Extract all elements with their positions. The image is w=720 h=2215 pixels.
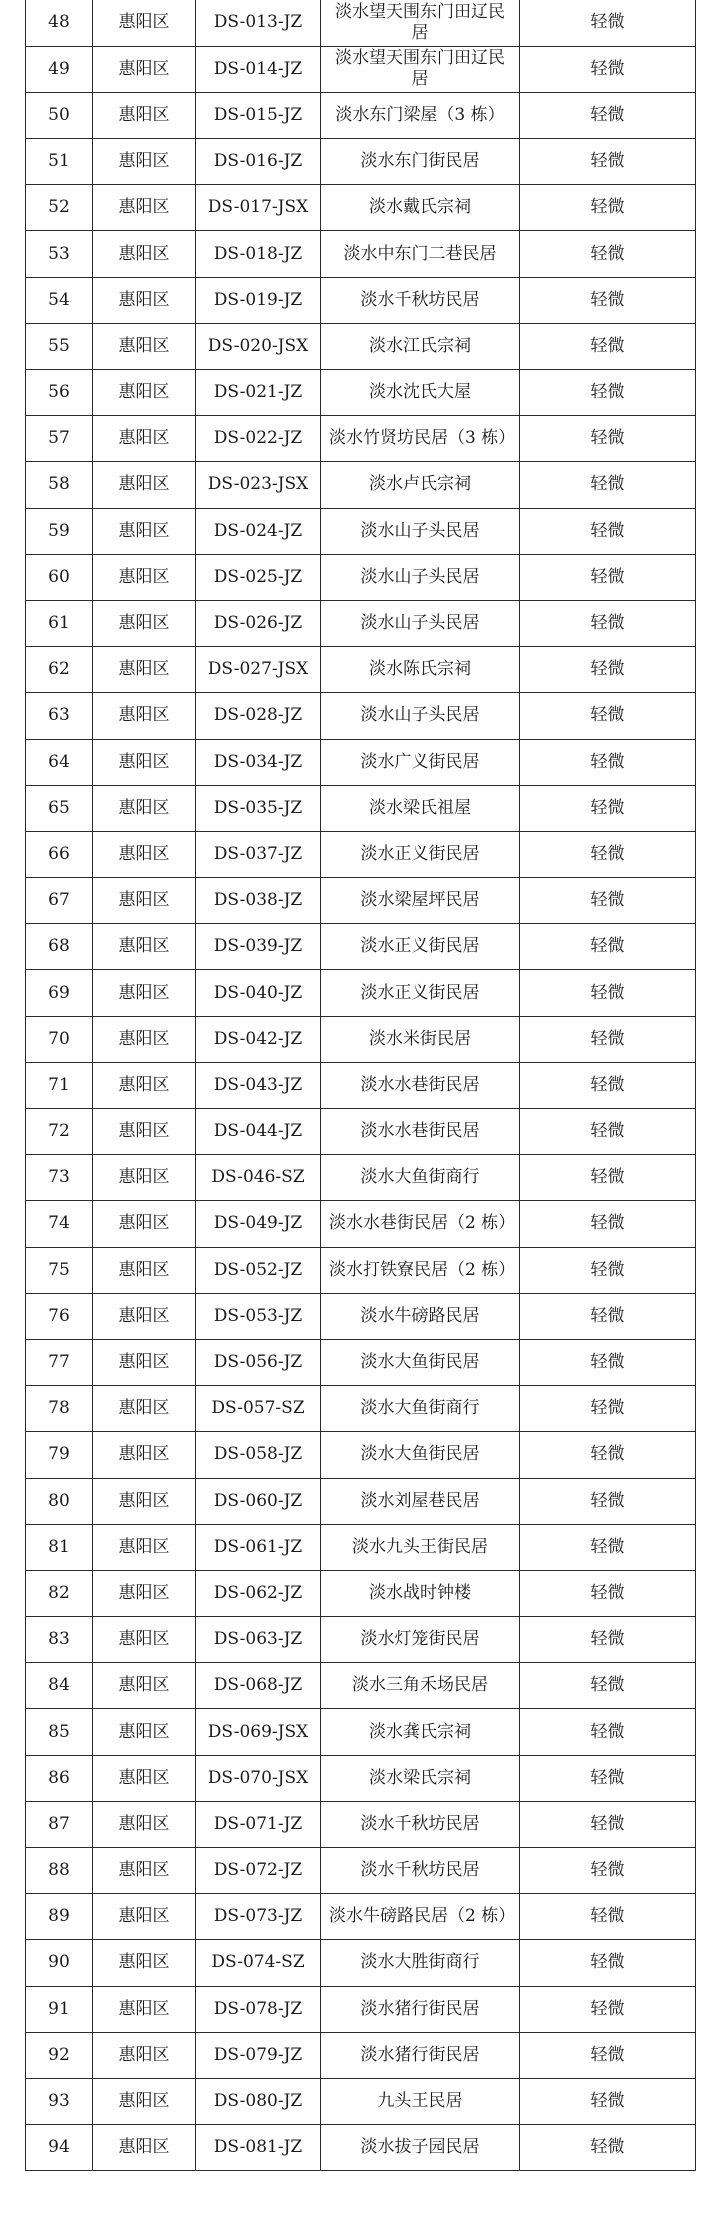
district-cell: 惠阳区: [93, 1894, 196, 1940]
district-cell: 惠阳区: [93, 600, 196, 646]
district-cell: 惠阳区: [93, 1062, 196, 1108]
row-number-cell: 83: [26, 1617, 93, 1663]
table-row: [26, 2078, 696, 2124]
district-cell: 惠阳区: [93, 231, 196, 277]
row-number-cell: 74: [26, 1201, 93, 1247]
code-cell: DS-081-JZ: [196, 2125, 321, 2171]
code-cell: DS-018-JZ: [196, 231, 321, 277]
damage-level-cell: 轻微: [520, 2078, 696, 2124]
row-number-cell: 59: [26, 508, 93, 554]
table-row: [26, 46, 696, 92]
damage-level-cell: 轻微: [520, 2032, 696, 2078]
code-cell: DS-057-SZ: [196, 1386, 321, 1432]
district-cell: 惠阳区: [93, 323, 196, 369]
code-cell: DS-042-JZ: [196, 1016, 321, 1062]
damage-level-cell: 轻微: [520, 370, 696, 416]
row-number-cell: 60: [26, 554, 93, 600]
building-name-cell: 淡水千秋坊民居: [321, 1848, 520, 1894]
code-cell: DS-058-JZ: [196, 1432, 321, 1478]
building-name-cell: 淡水东门街民居: [321, 139, 520, 185]
district-cell: 惠阳区: [93, 1247, 196, 1293]
row-number-cell: 53: [26, 231, 93, 277]
code-cell: DS-022-JZ: [196, 416, 321, 462]
building-name-cell: 淡水广义街民居: [321, 739, 520, 785]
row-number-cell: 61: [26, 600, 93, 646]
table-row: [26, 831, 696, 877]
table-row: [26, 1986, 696, 2032]
damage-level-cell: 轻微: [520, 1247, 696, 1293]
table-row: [26, 1247, 696, 1293]
district-cell: 惠阳区: [93, 185, 196, 231]
row-number-cell: 75: [26, 1247, 93, 1293]
table-row: [26, 739, 696, 785]
row-number-cell: 90: [26, 1940, 93, 1986]
damage-level-cell: 轻微: [520, 1617, 696, 1663]
building-name-cell: 淡水江氏宗祠: [321, 323, 520, 369]
district-cell: 惠阳区: [93, 277, 196, 323]
damage-level-cell: 轻微: [520, 1663, 696, 1709]
code-cell: DS-062-JZ: [196, 1570, 321, 1616]
code-cell: DS-024-JZ: [196, 508, 321, 554]
code-cell: DS-052-JZ: [196, 1247, 321, 1293]
building-name-cell: 淡水山子头民居: [321, 693, 520, 739]
row-number-cell: 48: [26, 0, 93, 46]
district-cell: 惠阳区: [93, 693, 196, 739]
code-cell: DS-037-JZ: [196, 831, 321, 877]
damage-level-cell: 轻微: [520, 2125, 696, 2171]
damage-level-cell: 轻微: [520, 600, 696, 646]
table-row: [26, 1940, 696, 1986]
row-number-cell: 52: [26, 185, 93, 231]
table-row: [26, 1848, 696, 1894]
row-number-cell: 51: [26, 139, 93, 185]
damage-level-cell: 轻微: [520, 185, 696, 231]
district-cell: 惠阳区: [93, 46, 196, 92]
table-row: [26, 1478, 696, 1524]
building-name-cell: 淡水刘屋巷民居: [321, 1478, 520, 1524]
building-name-cell: 九头王民居: [321, 2078, 520, 2124]
code-cell: DS-034-JZ: [196, 739, 321, 785]
row-number-cell: 88: [26, 1848, 93, 1894]
code-cell: DS-069-JSX: [196, 1709, 321, 1755]
table-row: [26, 1016, 696, 1062]
building-name-cell: 淡水九头王街民居: [321, 1524, 520, 1570]
building-name-cell: 淡水大胜街商行: [321, 1940, 520, 1986]
table-row: [26, 1109, 696, 1155]
damage-level-cell: 轻微: [520, 1848, 696, 1894]
table-row: [26, 1339, 696, 1385]
code-cell: DS-015-JZ: [196, 92, 321, 138]
code-cell: DS-019-JZ: [196, 277, 321, 323]
damage-level-cell: 轻微: [520, 878, 696, 924]
table-row: [26, 1386, 696, 1432]
damage-level-cell: 轻微: [520, 1062, 696, 1108]
district-cell: 惠阳区: [93, 647, 196, 693]
row-number-cell: 58: [26, 462, 93, 508]
district-cell: 惠阳区: [93, 1617, 196, 1663]
code-cell: DS-035-JZ: [196, 785, 321, 831]
code-cell: DS-049-JZ: [196, 1201, 321, 1247]
building-name-cell: 淡水山子头民居: [321, 600, 520, 646]
building-name-cell: 淡水水巷街民居（2 栋）: [321, 1201, 520, 1247]
table-row: [26, 370, 696, 416]
district-cell: 惠阳区: [93, 1386, 196, 1432]
table-row: [26, 2125, 696, 2171]
district-cell: 惠阳区: [93, 1755, 196, 1801]
row-number-cell: 71: [26, 1062, 93, 1108]
damage-level-cell: 轻微: [520, 1432, 696, 1478]
building-name-cell: 淡水大鱼街商行: [321, 1155, 520, 1201]
code-cell: DS-046-SZ: [196, 1155, 321, 1201]
code-cell: DS-068-JZ: [196, 1663, 321, 1709]
district-cell: 惠阳区: [93, 1848, 196, 1894]
district-cell: 惠阳区: [93, 1201, 196, 1247]
damage-level-cell: 轻微: [520, 1386, 696, 1432]
table-row: [26, 1293, 696, 1339]
district-cell: 惠阳区: [93, 1339, 196, 1385]
district-cell: 惠阳区: [93, 1432, 196, 1478]
building-name-cell: 淡水戴氏宗祠: [321, 185, 520, 231]
row-number-cell: 86: [26, 1755, 93, 1801]
district-cell: 惠阳区: [93, 1986, 196, 2032]
district-cell: 惠阳区: [93, 970, 196, 1016]
building-name-cell: 淡水卢氏宗祠: [321, 462, 520, 508]
district-cell: 惠阳区: [93, 1016, 196, 1062]
building-name-cell: 淡水龚氏宗祠: [321, 1709, 520, 1755]
building-name-cell: 淡水大鱼街民居: [321, 1339, 520, 1385]
table-row: [26, 231, 696, 277]
damage-level-cell: 轻微: [520, 508, 696, 554]
code-cell: DS-038-JZ: [196, 878, 321, 924]
table-row: [26, 0, 696, 46]
damage-level-cell: 轻微: [520, 92, 696, 138]
table-row: [26, 1570, 696, 1616]
row-number-cell: 49: [26, 46, 93, 92]
damage-level-cell: 轻微: [520, 1940, 696, 1986]
table-row: [26, 92, 696, 138]
district-cell: 惠阳区: [93, 739, 196, 785]
district-cell: 惠阳区: [93, 0, 196, 46]
district-cell: 惠阳区: [93, 1801, 196, 1847]
table-row: [26, 970, 696, 1016]
row-number-cell: 55: [26, 323, 93, 369]
row-number-cell: 87: [26, 1801, 93, 1847]
row-number-cell: 50: [26, 92, 93, 138]
row-number-cell: 73: [26, 1155, 93, 1201]
row-number-cell: 70: [26, 1016, 93, 1062]
district-cell: 惠阳区: [93, 1709, 196, 1755]
building-name-cell: 淡水东门梁屋（3 栋）: [321, 92, 520, 138]
table-row: [26, 1709, 696, 1755]
row-number-cell: 93: [26, 2078, 93, 2124]
row-number-cell: 89: [26, 1894, 93, 1940]
building-name-cell: 淡水牛磅路民居（2 栋）: [321, 1894, 520, 1940]
damage-level-cell: 轻微: [520, 739, 696, 785]
damage-level-cell: 轻微: [520, 139, 696, 185]
building-name-cell: 淡水正义街民居: [321, 831, 520, 877]
damage-level-cell: 轻微: [520, 1016, 696, 1062]
building-name-cell: 淡水梁屋坪民居: [321, 878, 520, 924]
row-number-cell: 62: [26, 647, 93, 693]
building-name-cell: 淡水望天围东门田辽民居: [321, 0, 520, 46]
building-name-cell: 淡水中东门二巷民居: [321, 231, 520, 277]
building-name-cell: 淡水沈氏大屋: [321, 370, 520, 416]
district-cell: 惠阳区: [93, 1663, 196, 1709]
damage-level-cell: 轻微: [520, 1986, 696, 2032]
table-body: [26, 0, 696, 2171]
row-number-cell: 56: [26, 370, 93, 416]
building-name-cell: 淡水千秋坊民居: [321, 277, 520, 323]
district-cell: 惠阳区: [93, 924, 196, 970]
district-cell: 惠阳区: [93, 92, 196, 138]
district-cell: 惠阳区: [93, 1940, 196, 1986]
district-cell: 惠阳区: [93, 416, 196, 462]
code-cell: DS-020-JSX: [196, 323, 321, 369]
damage-level-cell: 轻微: [520, 416, 696, 462]
table-row: [26, 1201, 696, 1247]
row-number-cell: 76: [26, 1293, 93, 1339]
code-cell: DS-014-JZ: [196, 46, 321, 92]
heritage-building-table: [25, 0, 696, 2171]
damage-level-cell: 轻微: [520, 1293, 696, 1339]
damage-level-cell: 轻微: [520, 1478, 696, 1524]
row-number-cell: 69: [26, 970, 93, 1016]
damage-level-cell: 轻微: [520, 1155, 696, 1201]
district-cell: 惠阳区: [93, 1570, 196, 1616]
code-cell: DS-063-JZ: [196, 1617, 321, 1663]
row-number-cell: 82: [26, 1570, 93, 1616]
row-number-cell: 65: [26, 785, 93, 831]
district-cell: 惠阳区: [93, 462, 196, 508]
damage-level-cell: 轻微: [520, 924, 696, 970]
damage-level-cell: 轻微: [520, 323, 696, 369]
table-row: [26, 693, 696, 739]
code-cell: DS-028-JZ: [196, 693, 321, 739]
building-name-cell: 淡水梁氏祖屋: [321, 785, 520, 831]
row-number-cell: 79: [26, 1432, 93, 1478]
code-cell: DS-072-JZ: [196, 1848, 321, 1894]
building-name-cell: 淡水猪行街民居: [321, 2032, 520, 2078]
code-cell: DS-013-JZ: [196, 0, 321, 46]
table-row: [26, 554, 696, 600]
code-cell: DS-070-JSX: [196, 1755, 321, 1801]
code-cell: DS-039-JZ: [196, 924, 321, 970]
row-number-cell: 77: [26, 1339, 93, 1385]
damage-level-cell: 轻微: [520, 0, 696, 46]
table-row: [26, 1801, 696, 1847]
row-number-cell: 80: [26, 1478, 93, 1524]
code-cell: DS-021-JZ: [196, 370, 321, 416]
building-name-cell: 淡水山子头民居: [321, 554, 520, 600]
building-name-cell: 淡水战时钟楼: [321, 1570, 520, 1616]
building-name-cell: 淡水三角禾场民居: [321, 1663, 520, 1709]
row-number-cell: 57: [26, 416, 93, 462]
damage-level-cell: 轻微: [520, 462, 696, 508]
code-cell: DS-078-JZ: [196, 1986, 321, 2032]
table-row: [26, 139, 696, 185]
district-cell: 惠阳区: [93, 370, 196, 416]
damage-level-cell: 轻微: [520, 693, 696, 739]
damage-level-cell: 轻微: [520, 1109, 696, 1155]
district-cell: 惠阳区: [93, 878, 196, 924]
code-cell: DS-053-JZ: [196, 1293, 321, 1339]
building-name-cell: 淡水猪行街民居: [321, 1986, 520, 2032]
row-number-cell: 68: [26, 924, 93, 970]
code-cell: DS-074-SZ: [196, 1940, 321, 1986]
district-cell: 惠阳区: [93, 1478, 196, 1524]
table-row: [26, 277, 696, 323]
row-number-cell: 92: [26, 2032, 93, 2078]
table-row: [26, 647, 696, 693]
table-row: [26, 323, 696, 369]
district-cell: 惠阳区: [93, 139, 196, 185]
district-cell: 惠阳区: [93, 2078, 196, 2124]
building-name-cell: 淡水正义街民居: [321, 970, 520, 1016]
building-name-cell: 淡水灯笼街民居: [321, 1617, 520, 1663]
building-name-cell: 淡水望天围东门田辽民居: [321, 46, 520, 92]
damage-level-cell: 轻微: [520, 970, 696, 1016]
damage-level-cell: 轻微: [520, 554, 696, 600]
row-number-cell: 63: [26, 693, 93, 739]
row-number-cell: 66: [26, 831, 93, 877]
building-name-cell: 淡水陈氏宗祠: [321, 647, 520, 693]
damage-level-cell: 轻微: [520, 1201, 696, 1247]
code-cell: DS-016-JZ: [196, 139, 321, 185]
damage-level-cell: 轻微: [520, 785, 696, 831]
damage-level-cell: 轻微: [520, 1755, 696, 1801]
district-cell: 惠阳区: [93, 2032, 196, 2078]
code-cell: DS-023-JSX: [196, 462, 321, 508]
damage-level-cell: 轻微: [520, 231, 696, 277]
building-name-cell: 淡水梁氏宗祠: [321, 1755, 520, 1801]
table-row: [26, 600, 696, 646]
code-cell: DS-017-JSX: [196, 185, 321, 231]
table-row: [26, 924, 696, 970]
district-cell: 惠阳区: [93, 785, 196, 831]
building-name-cell: 淡水竹贤坊民居（3 栋）: [321, 416, 520, 462]
row-number-cell: 54: [26, 277, 93, 323]
code-cell: DS-079-JZ: [196, 2032, 321, 2078]
table-row: [26, 1663, 696, 1709]
district-cell: 惠阳区: [93, 831, 196, 877]
table-row: [26, 1062, 696, 1108]
district-cell: 惠阳区: [93, 2125, 196, 2171]
building-name-cell: 淡水牛磅路民居: [321, 1293, 520, 1339]
code-cell: DS-061-JZ: [196, 1524, 321, 1570]
table-row: [26, 785, 696, 831]
district-cell: 惠阳区: [93, 554, 196, 600]
damage-level-cell: 轻微: [520, 1709, 696, 1755]
damage-level-cell: 轻微: [520, 1339, 696, 1385]
code-cell: DS-056-JZ: [196, 1339, 321, 1385]
building-name-cell: 淡水大鱼街民居: [321, 1432, 520, 1478]
building-name-cell: 淡水水巷街民居: [321, 1062, 520, 1108]
district-cell: 惠阳区: [93, 1293, 196, 1339]
damage-level-cell: 轻微: [520, 1570, 696, 1616]
code-cell: DS-073-JZ: [196, 1894, 321, 1940]
table-row: [26, 1524, 696, 1570]
district-cell: 惠阳区: [93, 1109, 196, 1155]
row-number-cell: 67: [26, 878, 93, 924]
code-cell: DS-027-JSX: [196, 647, 321, 693]
building-name-cell: 淡水拔子园民居: [321, 2125, 520, 2171]
row-number-cell: 64: [26, 739, 93, 785]
table-row: [26, 185, 696, 231]
code-cell: DS-040-JZ: [196, 970, 321, 1016]
row-number-cell: 78: [26, 1386, 93, 1432]
damage-level-cell: 轻微: [520, 1524, 696, 1570]
code-cell: DS-025-JZ: [196, 554, 321, 600]
code-cell: DS-071-JZ: [196, 1801, 321, 1847]
building-name-cell: 淡水米街民居: [321, 1016, 520, 1062]
table-row: [26, 1155, 696, 1201]
code-cell: DS-080-JZ: [196, 2078, 321, 2124]
row-number-cell: 85: [26, 1709, 93, 1755]
building-name-cell: 淡水正义街民居: [321, 924, 520, 970]
code-cell: DS-026-JZ: [196, 600, 321, 646]
damage-level-cell: 轻微: [520, 1801, 696, 1847]
damage-level-cell: 轻微: [520, 277, 696, 323]
district-cell: 惠阳区: [93, 1524, 196, 1570]
building-name-cell: 淡水打铁寮民居（2 栋）: [321, 1247, 520, 1293]
code-cell: DS-060-JZ: [196, 1478, 321, 1524]
table-row: [26, 878, 696, 924]
table-row: [26, 2032, 696, 2078]
damage-level-cell: 轻微: [520, 46, 696, 92]
building-name-cell: 淡水大鱼街商行: [321, 1386, 520, 1432]
district-cell: 惠阳区: [93, 1155, 196, 1201]
row-number-cell: 91: [26, 1986, 93, 2032]
building-name-cell: 淡水水巷街民居: [321, 1109, 520, 1155]
row-number-cell: 94: [26, 2125, 93, 2171]
row-number-cell: 72: [26, 1109, 93, 1155]
code-cell: DS-044-JZ: [196, 1109, 321, 1155]
code-cell: DS-043-JZ: [196, 1062, 321, 1108]
district-cell: 惠阳区: [93, 508, 196, 554]
table-row: [26, 1755, 696, 1801]
damage-level-cell: 轻微: [520, 647, 696, 693]
table-row: [26, 508, 696, 554]
building-name-cell: 淡水山子头民居: [321, 508, 520, 554]
table-row: [26, 1432, 696, 1478]
damage-level-cell: 轻微: [520, 1894, 696, 1940]
table-row: [26, 1617, 696, 1663]
row-number-cell: 81: [26, 1524, 93, 1570]
damage-level-cell: 轻微: [520, 831, 696, 877]
building-name-cell: 淡水千秋坊民居: [321, 1801, 520, 1847]
table-row: [26, 416, 696, 462]
table-row: [26, 1894, 696, 1940]
table-row: [26, 462, 696, 508]
row-number-cell: 84: [26, 1663, 93, 1709]
